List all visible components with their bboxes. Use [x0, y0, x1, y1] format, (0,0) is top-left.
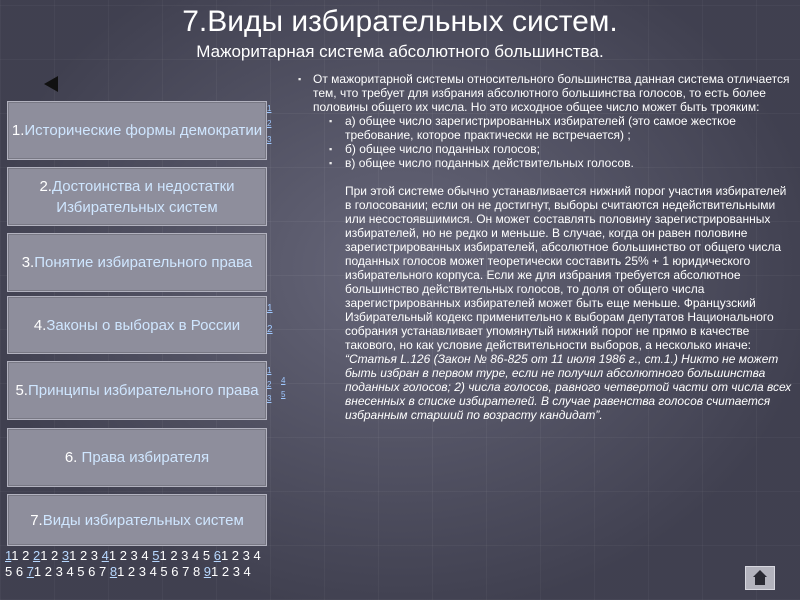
- footer-link[interactable]: 2: [32, 548, 41, 563]
- sublink[interactable]: 1: [267, 104, 272, 113]
- nav-item-advantages[interactable]: [7, 167, 267, 226]
- nav-item-number: 1.: [11, 122, 25, 139]
- nav-item-number: 3.: [21, 254, 35, 271]
- sublink[interactable]: 4: [281, 376, 286, 385]
- nav-item-label: Понятие избирательного права: [34, 254, 253, 271]
- footer-link[interactable]: 9: [203, 564, 212, 579]
- home-icon[interactable]: [745, 566, 775, 590]
- nav-item-label: Принципы избирательного права: [27, 382, 259, 399]
- slide-title: 7.Виды избирательных систем.: [182, 5, 618, 38]
- nav-item-label: Законы о выборах в России: [46, 316, 241, 334]
- sublink[interactable]: 1: [267, 366, 272, 375]
- sublink[interactable]: 2: [267, 380, 272, 389]
- nav-item-concept[interactable]: [7, 233, 267, 292]
- nav-item-voter-rights[interactable]: [7, 428, 267, 487]
- sublink[interactable]: 2: [267, 324, 273, 335]
- nav-item-laws[interactable]: [7, 296, 267, 354]
- nav-item-historical-forms[interactable]: [7, 101, 267, 160]
- nav-item-label: Исторические формы демократии: [24, 122, 263, 139]
- sublink[interactable]: 1: [267, 303, 273, 314]
- nav-item-label: Права избирателя: [81, 449, 210, 466]
- footer-link[interactable]: 8: [109, 564, 118, 579]
- nav-item-number: 2.: [39, 177, 52, 195]
- footer-link[interactable]: 5: [152, 548, 160, 563]
- nav-item-number: 6.: [64, 449, 82, 466]
- explanation-paragraph: [345, 184, 793, 422]
- nav-item-principles[interactable]: [7, 361, 267, 420]
- intro-bullet: ▪ От мажоритарной системы относительного большинства данная система отличается тем, что требует для избрания абсолютного большинства голосов, то есть более половины общего их числа. Но это исходное общее число может быть трояким:: [298, 72, 793, 114]
- option-bullet: ▪ в) общее число поданных действительных голосов.: [298, 156, 793, 170]
- footer-link[interactable]: 7: [26, 564, 34, 579]
- footer-links: 11 2 21 2 31 2 3 41 2 3 4 51 2 3 4 5 61 2 3 4 5 6 71 2 3 4 5 6 7 81 2 3 4 5 6 7 8 91 2 3 4: [5, 548, 261, 579]
- nav-item-number: 4.: [33, 316, 47, 334]
- option-bullet: ▪ а) общее число зарегистрированных избирателей (это самое жесткое требование, которое практически не встречается) ;: [298, 114, 793, 142]
- nav-item-number: 7.: [30, 511, 43, 529]
- footer-link[interactable]: 6: [213, 548, 221, 563]
- sublink[interactable]: 2: [267, 119, 272, 128]
- sublink[interactable]: 5: [281, 390, 286, 399]
- nav-item-systems[interactable]: [7, 494, 267, 546]
- back-arrow-icon[interactable]: [44, 76, 58, 92]
- sublink[interactable]: 3: [267, 394, 272, 403]
- content-text: [298, 72, 793, 422]
- law-quote: “Статья L.126 (Закон № 86-825 от 11 июля 1986 г., ст.1.) Никто не может быть избран в первом туре, если не получил абсолютного большинства поданных голосов; 2) числа голосов, равного четвертой части от числа всех внесенных в списке избирателей. В случае равенства голосов считается избранным старший по возрасту кандидат”.: [345, 352, 792, 422]
- nav-item-number: 5.: [15, 382, 28, 399]
- nav-item-label: Достоинства и недостатки Избирательных систем: [51, 177, 235, 216]
- footer-link[interactable]: 1: [5, 548, 12, 563]
- option-bullet: ▪ б) общее число поданных голосов;: [298, 142, 793, 156]
- nav-item-label: Виды избирательных систем: [42, 511, 244, 529]
- explanation-text: При этой системе обычно устанавливается нижний порог участия избирателей в голосовании; если он не достигнут, выборы считаются недействительными или несостоявшимися. Он может составлять половину зарегистрированных избирателей, но не редко и меньше. В случае, когда он равен половине зарегистрированных избирателей, абсолютное большинство от общего числа поданных голосов может теоретически составить 25% + 1 юридического избирательного корпуса. Если же для избрания требуется абсолютное большинство действительных голосов, то доля от общего числа зарегистрированных избирателей может быть еще меньше. Французский Избирательный кодекс применительно к выборам депутатов Национального собрания устанавливает упомянутый нижний порог не прямо в качестве такового, но как условие действительности выборов, а несколько иначе:: [345, 184, 787, 352]
- footer-link[interactable]: 4: [101, 548, 109, 563]
- sublink[interactable]: 3: [267, 135, 272, 144]
- footer-link[interactable]: 3: [61, 548, 70, 563]
- slide-subtitle: Мажоритарная система абсолютного большинства.: [196, 42, 604, 61]
